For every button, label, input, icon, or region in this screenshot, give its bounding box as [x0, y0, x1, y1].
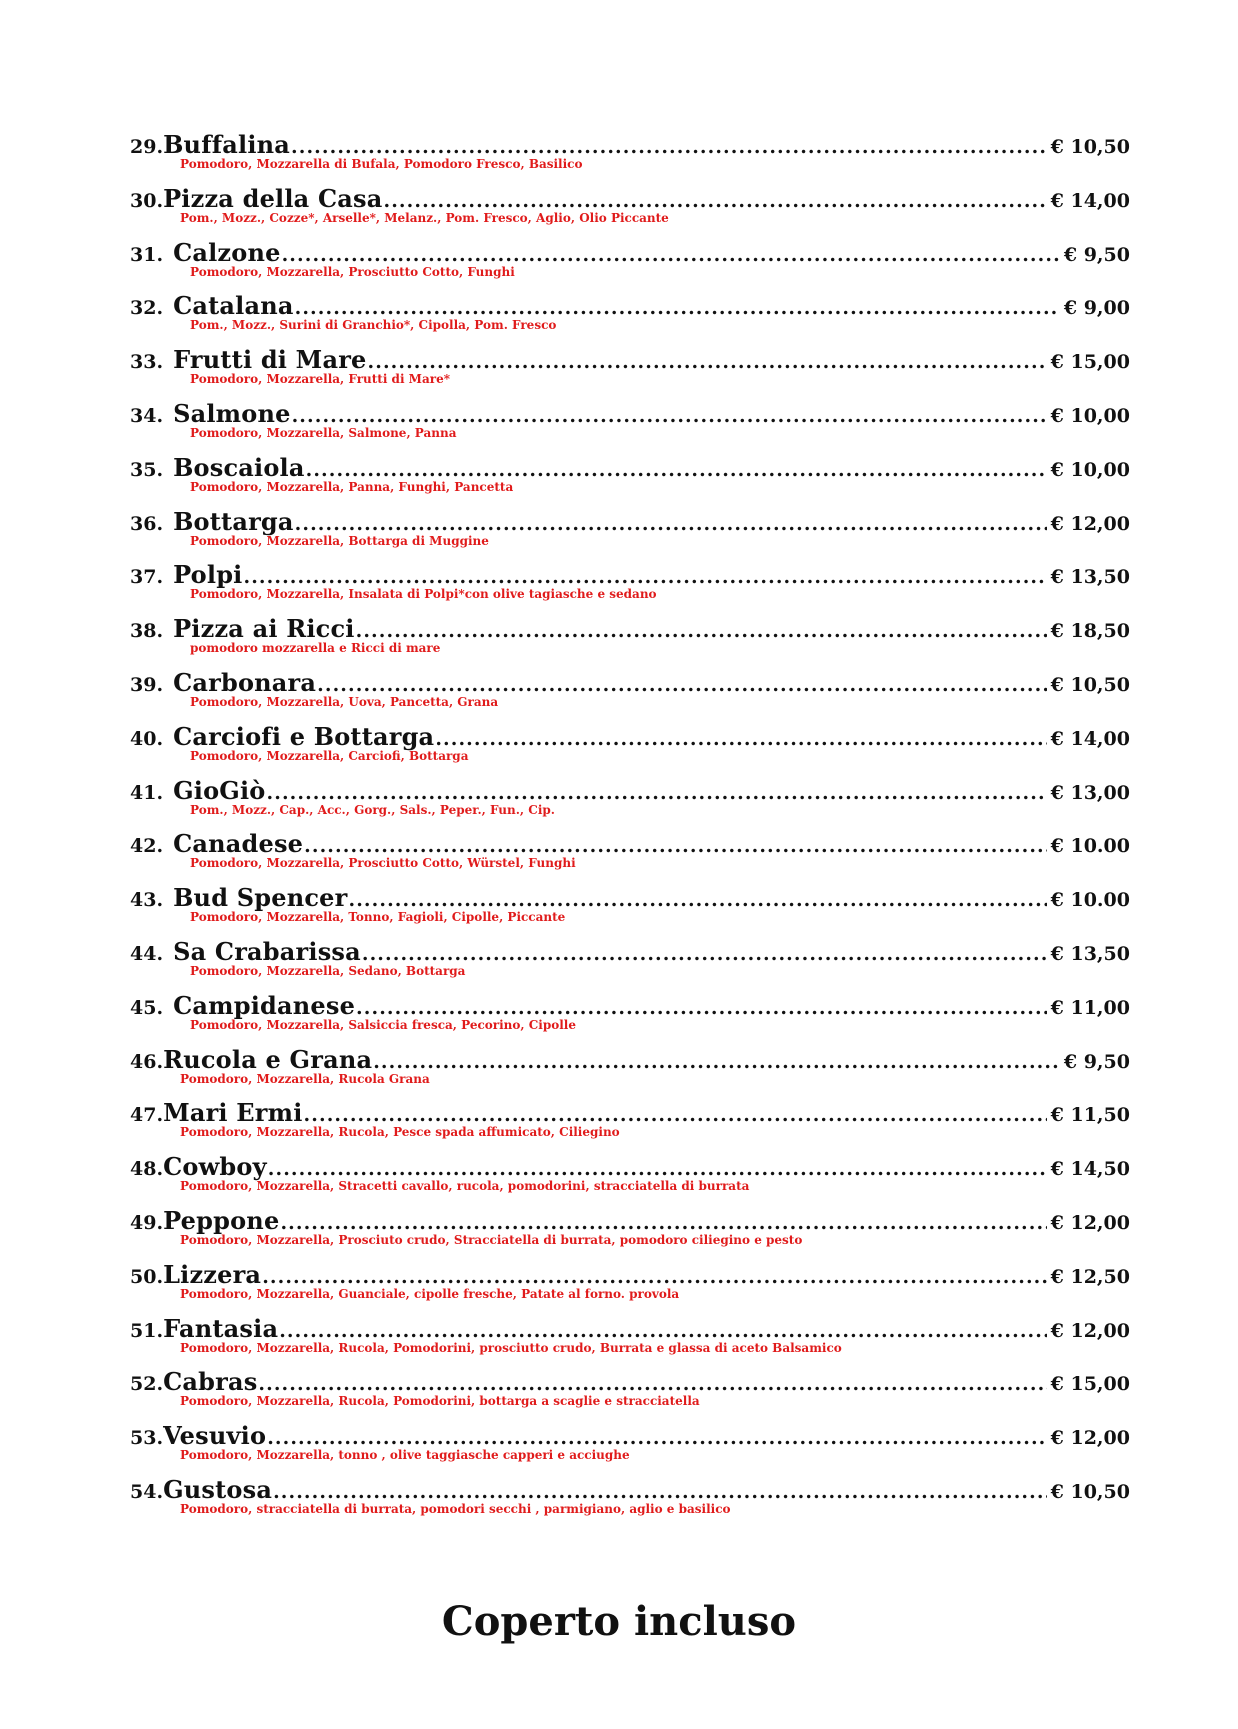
menu-item-line	[130, 1205, 1130, 1235]
menu-item-name: Rucola e Grana	[163, 1044, 373, 1074]
dot-leader	[373, 1051, 1060, 1073]
dot-leader	[304, 1104, 1047, 1126]
menu-item-number: 37.	[130, 566, 164, 589]
menu-item-name: Sa Crabarissa	[173, 936, 361, 966]
menu-item-ingredients: Pomodoro, Mozzarella, Rucola, Pomodorini, bottarga a scaglie e stracciatella	[180, 1394, 700, 1409]
menu-item-price: € 18,50	[1050, 620, 1130, 643]
dot-leader	[362, 943, 1047, 965]
menu-item	[130, 668, 1130, 722]
menu-item-name: Buffalina	[163, 130, 291, 159]
menu-item-number: 51.	[130, 1319, 164, 1342]
menu-item-name: Carbonara	[173, 667, 317, 697]
menu-item-ingredients: Pomodoro, stracciatella di burrata, pomodori secchi , parmigiano, aglio e basilico	[180, 1501, 731, 1516]
dot-leader	[268, 1158, 1047, 1180]
menu-item-name: Vesuvio	[163, 1421, 267, 1451]
menu-item-line	[130, 237, 1130, 267]
dot-leader	[356, 997, 1047, 1019]
menu-item-number: 40.	[130, 727, 164, 750]
menu-item-line	[130, 1044, 1130, 1074]
menu-item	[130, 1045, 1130, 1099]
menu-item-number: 31.	[130, 243, 164, 266]
menu-item-number: 39.	[130, 673, 164, 696]
menu-item-ingredients: Pomodoro, Mozzarella, Bottarga di Muggine	[190, 533, 489, 548]
menu-item	[130, 345, 1130, 399]
menu-item-price: € 9,00	[1063, 297, 1130, 320]
menu-item-ingredients: Pom., Mozz., Cozze*, Arselle*, Melanz., Pom. Fresco, Aglio, Olio Piccante	[180, 210, 669, 225]
menu-item-line	[130, 1474, 1130, 1504]
menu-item-ingredients: Pomodoro, Mozzarella, Stracetti cavallo, rucola, pomodorini, stracciatella di burrata	[180, 1179, 750, 1194]
menu-item-price: € 14,50	[1050, 1158, 1130, 1181]
menu-item-line	[130, 721, 1130, 751]
menu-item-ingredients: Pomodoro, Mozzarella, Panna, Funghi, Pancetta	[190, 479, 514, 494]
menu-item-name: Mari Ermi	[163, 1098, 303, 1128]
menu-item-ingredients: Pomodoro, Mozzarella, Insalata di Polpi*con olive tagiasche e sedano	[190, 587, 657, 602]
dot-leader	[262, 1266, 1046, 1288]
menu-item-line	[130, 775, 1130, 805]
menu-item-price: € 13,50	[1050, 942, 1130, 965]
menu-item	[130, 453, 1130, 507]
menu-item-ingredients: Pomodoro, Mozzarella, Carciofi, Bottarga	[190, 748, 469, 763]
menu-item-price: € 13,50	[1050, 566, 1130, 589]
menu-item-price: € 11,50	[1050, 1104, 1130, 1127]
menu-item	[130, 937, 1130, 991]
menu-item-price: € 10,50	[1050, 136, 1130, 158]
dot-leader	[280, 1212, 1046, 1234]
menu-item-line	[130, 1421, 1130, 1451]
menu-item-ingredients: pomodoro mozzarella e Ricci di mare	[190, 641, 441, 656]
menu-item	[130, 1098, 1130, 1152]
menu-item-line	[130, 1098, 1130, 1128]
menu-item-ingredients: Pomodoro, Mozzarella, Tonno, Fagioli, Cipolle, Piccante	[190, 910, 566, 925]
menu-item-price: € 15,00	[1050, 351, 1130, 374]
menu-item	[130, 829, 1130, 883]
menu-item-ingredients: Pomodoro, Mozzarella, Prosciuto crudo, Stracciatella di burrata, pomodoro ciliegino e pesto	[180, 1232, 803, 1247]
menu-item-line	[130, 560, 1130, 590]
dot-leader	[384, 190, 1047, 212]
menu-item-number: 30.	[130, 189, 164, 212]
menu-item-ingredients: Pomodoro, Mozzarella, Rucola, Pesce spada affumicato, Ciliegino	[180, 1125, 620, 1140]
dot-leader	[291, 136, 1047, 158]
menu-item-ingredients: Pomodoro, Mozzarella, Uova, Pancetta, Grana	[190, 694, 499, 709]
menu-item-number: 49.	[130, 1211, 164, 1234]
dot-leader	[292, 405, 1047, 427]
menu-item-name: Boscaiola	[173, 452, 305, 482]
menu-item-name: Pizza ai Ricci	[173, 614, 355, 644]
menu-item-price: € 13,00	[1050, 781, 1130, 804]
menu-item-number: 46.	[130, 1050, 164, 1073]
menu-item-line	[130, 183, 1130, 213]
menu-item	[130, 1314, 1130, 1368]
menu-item	[130, 1367, 1130, 1421]
menu-item	[130, 991, 1130, 1045]
menu-item	[130, 614, 1130, 668]
menu-item-price: € 9,50	[1063, 1050, 1130, 1073]
menu-item-number: 36.	[130, 512, 164, 535]
dot-leader	[317, 674, 1047, 696]
menu-item-line	[130, 990, 1130, 1020]
menu-item-name: Carciofi e Bottarga	[173, 721, 435, 751]
menu-item-number: 50.	[130, 1265, 164, 1288]
menu-item-name: Canadese	[173, 829, 304, 859]
menu-item-line	[130, 130, 1130, 159]
menu-item-price: € 11,00	[1050, 996, 1130, 1019]
dot-leader	[267, 1427, 1046, 1449]
menu-item-price: € 10.00	[1050, 835, 1130, 858]
menu-item-name: Campidanese	[173, 990, 356, 1020]
menu-item	[130, 1206, 1130, 1260]
menu-item-number: 43.	[130, 889, 164, 912]
menu-item	[130, 1421, 1130, 1475]
menu-item-price: € 14,00	[1050, 189, 1130, 212]
menu-item-ingredients: Pomodoro, Mozzarella, Prosciutto Cotto, Funghi	[190, 264, 515, 279]
menu-item-line	[130, 829, 1130, 859]
menu-item-price: € 10,50	[1050, 673, 1130, 696]
menu-item-name: Bud Spencer	[173, 883, 348, 913]
menu-item-name: Lizzera	[163, 1259, 262, 1289]
menu-item-number: 48.	[130, 1158, 164, 1181]
menu-item-name: GioGiò	[173, 775, 266, 805]
menu-item	[130, 184, 1130, 238]
menu-item-name: Polpi	[173, 560, 243, 590]
menu-item-number: 45.	[130, 996, 164, 1019]
menu-item-line	[130, 1152, 1130, 1182]
menu-item-number: 47.	[130, 1104, 164, 1127]
dot-leader	[267, 782, 1047, 804]
dot-leader	[435, 728, 1046, 750]
menu-item-number: 41.	[130, 781, 164, 804]
menu-item-line	[130, 614, 1130, 644]
dot-leader	[304, 835, 1047, 857]
menu-item-ingredients: Pomodoro, Mozzarella, Frutti di Mare*	[190, 372, 450, 387]
menu-item	[130, 130, 1130, 184]
menu-item-price: € 14,00	[1050, 727, 1130, 750]
menu-item-line	[130, 452, 1130, 482]
menu-item-name: Cowboy	[163, 1152, 267, 1182]
menu-item-line	[130, 398, 1130, 428]
pizza-menu	[130, 130, 1130, 1529]
menu-item-ingredients: Pomodoro, Mozzarella, Rucola Grana	[180, 1071, 430, 1086]
menu-item-price: € 10,50	[1050, 1480, 1130, 1503]
menu-item	[130, 776, 1130, 830]
dot-leader	[258, 1373, 1046, 1395]
menu-item-name: Salmone	[173, 398, 291, 428]
menu-item-number: 32.	[130, 297, 164, 320]
menu-item-number: 53.	[130, 1427, 164, 1450]
dot-leader	[273, 1481, 1047, 1503]
menu-item-line	[130, 345, 1130, 375]
menu-item-price: € 10,00	[1050, 458, 1130, 481]
menu-item	[130, 1260, 1130, 1314]
dot-leader	[349, 889, 1047, 911]
dot-leader	[295, 297, 1060, 319]
menu-item-number: 29.	[130, 136, 164, 158]
menu-item	[130, 883, 1130, 937]
menu-item-line	[130, 667, 1130, 697]
menu-item-ingredients: Pomodoro, Mozzarella, Guanciale, cipolle fresche, Patate al forno. provola	[180, 1286, 680, 1301]
menu-item-number: 34.	[130, 404, 164, 427]
dot-leader	[356, 620, 1047, 642]
menu-item-ingredients: Pom., Mozz., Surini di Granchio*, Cipolla, Pom. Fresco	[190, 318, 557, 333]
menu-item-ingredients: Pomodoro, Mozzarella, Sedano, Bottarga	[190, 963, 466, 978]
menu-item-price: € 10.00	[1050, 889, 1130, 912]
menu-item-name: Bottarga	[173, 506, 294, 536]
menu-item-line	[130, 1313, 1130, 1343]
menu-item-number: 54.	[130, 1480, 164, 1503]
dot-leader	[282, 244, 1060, 266]
menu-item-name: Gustosa	[163, 1474, 273, 1504]
dot-leader	[244, 566, 1047, 588]
menu-item-name: Cabras	[163, 1367, 258, 1397]
menu-item-ingredients: Pomodoro, Mozzarella, Salmone, Panna	[190, 425, 457, 440]
dot-leader	[306, 459, 1047, 481]
menu-item-line	[130, 506, 1130, 536]
menu-item-name: Fantasia	[163, 1313, 279, 1343]
menu-item-line	[130, 1367, 1130, 1397]
menu-item	[130, 399, 1130, 453]
menu-item-price: € 12,00	[1050, 1427, 1130, 1450]
menu-item	[130, 1475, 1130, 1529]
dot-leader	[279, 1320, 1046, 1342]
menu-item-ingredients: Pomodoro, Mozzarella, Rucola, Pomodorini, prosciutto crudo, Burrata e glassa di aceto Balsamico	[180, 1340, 842, 1355]
menu-item-number: 52.	[130, 1373, 164, 1396]
menu-item-price: € 9,50	[1063, 243, 1130, 266]
menu-item-name: Calzone	[173, 237, 281, 267]
menu-item-price: € 12,00	[1050, 1319, 1130, 1342]
menu-item-price: € 12,00	[1050, 512, 1130, 535]
menu-item-line	[130, 291, 1130, 321]
menu-item-number: 42.	[130, 835, 164, 858]
menu-item-price: € 15,00	[1050, 1373, 1130, 1396]
menu-item-number: 38.	[130, 620, 164, 643]
menu-item-line	[130, 883, 1130, 913]
menu-item-line	[130, 1259, 1130, 1289]
menu-item-price: € 12,00	[1050, 1211, 1130, 1234]
menu-item	[130, 507, 1130, 561]
cover-charge-note: Coperto incluso	[441, 1598, 797, 1645]
menu-item-name: Pizza della Casa	[163, 183, 383, 213]
menu-item	[130, 1152, 1130, 1206]
menu-item-number: 35.	[130, 458, 164, 481]
menu-item-ingredients: Pomodoro, Mozzarella, tonno , olive taggiasche capperi e acciughe	[180, 1448, 630, 1463]
menu-item-line	[130, 936, 1130, 966]
menu-item-price: € 12,50	[1050, 1265, 1130, 1288]
menu-item	[130, 238, 1130, 292]
menu-item-name: Catalana	[173, 291, 294, 321]
menu-item-name: Peppone	[163, 1205, 280, 1235]
dot-leader	[368, 351, 1047, 373]
menu-item-number: 44.	[130, 942, 164, 965]
menu-item-ingredients: Pomodoro, Mozzarella, Salsiccia fresca, Pecorino, Cipolle	[190, 1017, 576, 1032]
menu-item-name: Frutti di Mare	[173, 345, 367, 375]
menu-item	[130, 560, 1130, 614]
menu-item-ingredients: Pom., Mozz., Cap., Acc., Gorg., Sals., Peper., Fun., Cip.	[190, 802, 555, 817]
menu-item	[130, 291, 1130, 345]
menu-item	[130, 722, 1130, 776]
menu-item-price: € 10,00	[1050, 404, 1130, 427]
menu-item-ingredients: Pomodoro, Mozzarella di Bufala, Pomodoro Fresco, Basilico	[180, 157, 583, 171]
menu-item-number: 33.	[130, 351, 164, 374]
menu-item-ingredients: Pomodoro, Mozzarella, Prosciutto Cotto, Würstel, Funghi	[190, 856, 576, 871]
dot-leader	[295, 513, 1047, 535]
